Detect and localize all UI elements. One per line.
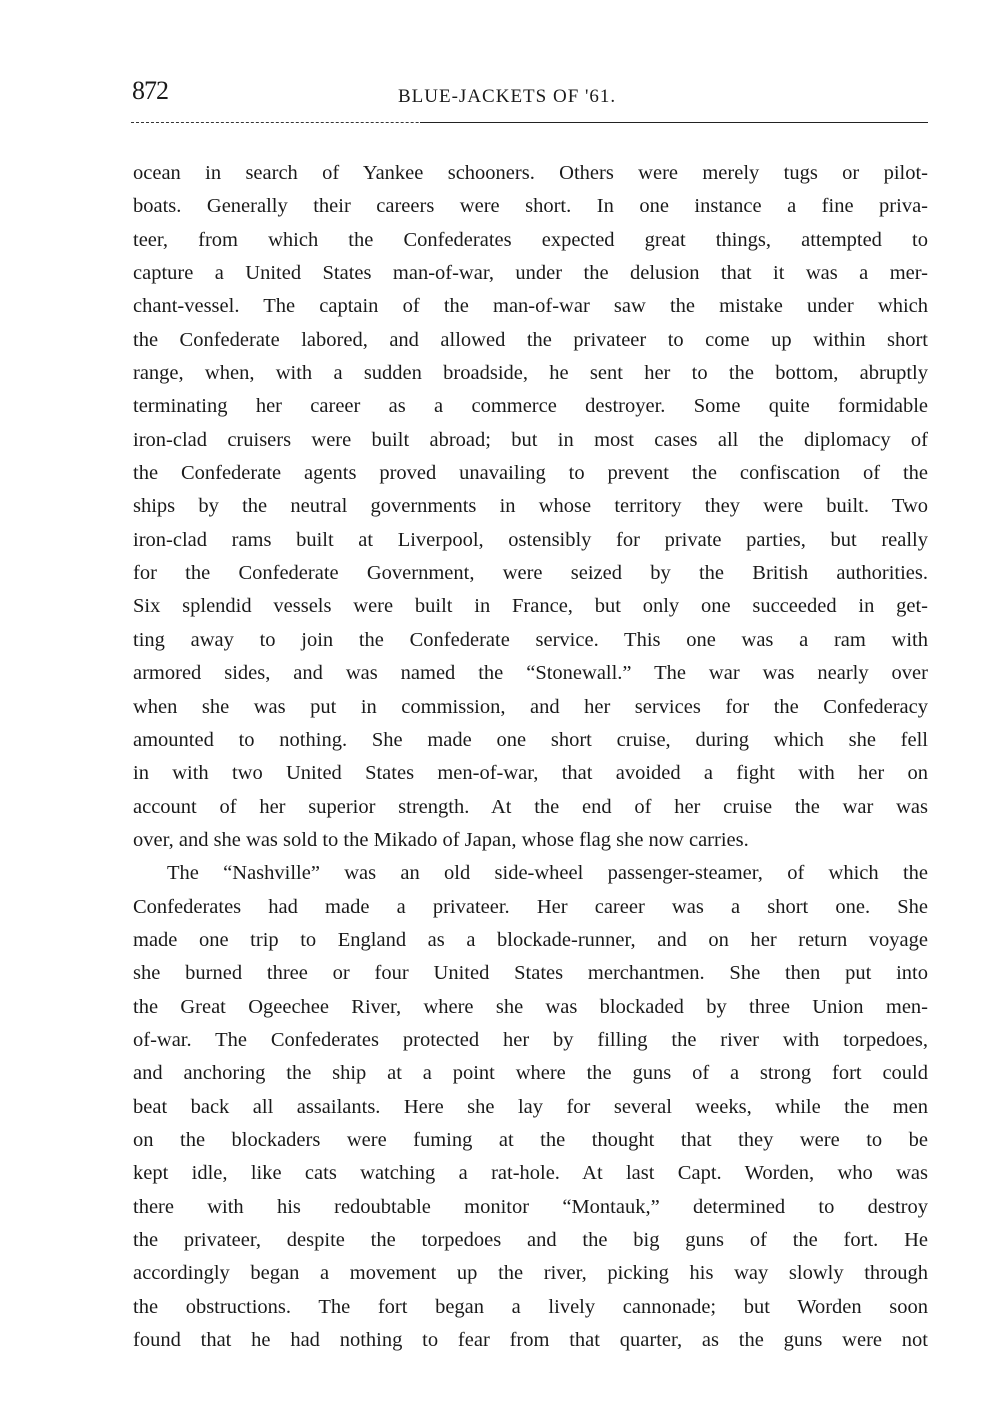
text-line: range, when, with a sudden broadside, he sent her to the bottom, abruptly [133, 362, 928, 385]
text-line: she burned three or four United States merchantmen. She then put into [133, 962, 928, 985]
text-line: The “Nashville” was an old side-wheel passenger-steamer, of which the [167, 862, 928, 885]
text-line: accordingly began a movement up the river, picking his way slowly through [133, 1262, 928, 1285]
text-line: Six splendid vessels were built in France, but only one succeeded in get- [133, 595, 928, 618]
text-line: terminating her career as a commerce destroyer. Some quite formidable [133, 395, 928, 418]
page-number: 872 [132, 76, 168, 105]
text-line: iron-clad cruisers were built abroad; but in most cases all the diplomacy of [133, 428, 928, 451]
text-line: kept idle, like cats watching a rat-hole. At last Capt. Worden, who was [133, 1162, 928, 1185]
text-line: the Confederate agents proved unavailing to prevent the confiscation of the [133, 462, 928, 485]
text-line: teer, from which the Confederates expected great things, attempted to [133, 228, 928, 251]
text-line: when she was put in commission, and her services for the Confederacy [133, 695, 928, 718]
text-line: ting away to join the Confederate service. This one was a ram with [133, 628, 928, 651]
text-line: account of her superior strength. At the end of her cruise the war was [133, 795, 928, 818]
text-line: the Great Ogeechee River, where she was blockaded by three Union men- [133, 995, 928, 1018]
text-line: iron-clad rams built at Liverpool, ostensibly for private parties, but really [133, 528, 928, 551]
header-rule-solid [420, 122, 928, 123]
body-text [133, 157, 928, 1357]
text-line: in with two United States men-of-war, that avoided a fight with her on [133, 762, 928, 785]
text-line: there with his redoubtable monitor “Montauk,” determined to destroy [133, 1195, 928, 1218]
running-title: BLUE-JACKETS OF '61. [398, 86, 617, 107]
text-line: beat back all assailants. Here she lay for several weeks, while the men [133, 1095, 928, 1118]
text-line: of-war. The Confederates protected her by filling the river with torpedoes, [133, 1028, 928, 1051]
text-line: the Confederate labored, and allowed the privateer to come up within short [133, 328, 928, 351]
text-line: armored sides, and was named the “Stonewall.” The war was nearly over [133, 662, 928, 685]
text-line: and anchoring the ship at a point where the guns of a strong fort could [133, 1062, 928, 1085]
text-line: Confederates had made a privateer. Her career was a short one. She [133, 895, 928, 918]
text-line: capture a United States man-of-war, under the delusion that it was a mer- [133, 262, 928, 285]
text-line: found that he had nothing to fear from that quarter, as the guns were not [133, 1329, 928, 1352]
text-line: on the blockaders were fuming at the thought that they were to be [133, 1128, 928, 1151]
text-line: made one trip to England as a blockade-runner, and on her return voyage [133, 928, 928, 951]
text-line: over, and she was sold to the Mikado of Japan, whose flag she now carries. [133, 828, 749, 851]
text-line: the obstructions. The fort began a lively cannonade; but Worden soon [133, 1295, 928, 1318]
text-line: ships by the neutral governments in whose territory they were built. Two [133, 495, 928, 518]
text-line: the privateer, despite the torpedoes and the big guns of the fort. He [133, 1229, 928, 1251]
text-line: for the Confederate Government, were seized by the British authorities. [133, 562, 928, 585]
text-line: boats. Generally their careers were short. In one instance a fine priva- [133, 195, 928, 218]
text-line: ocean in search of Yankee schooners. Others were merely tugs or pilot- [133, 162, 928, 184]
text-line: chant-vessel. The captain of the man-of-war saw the mistake under which [133, 295, 928, 318]
text-line: amounted to nothing. She made one short cruise, during which she fell [133, 728, 928, 751]
